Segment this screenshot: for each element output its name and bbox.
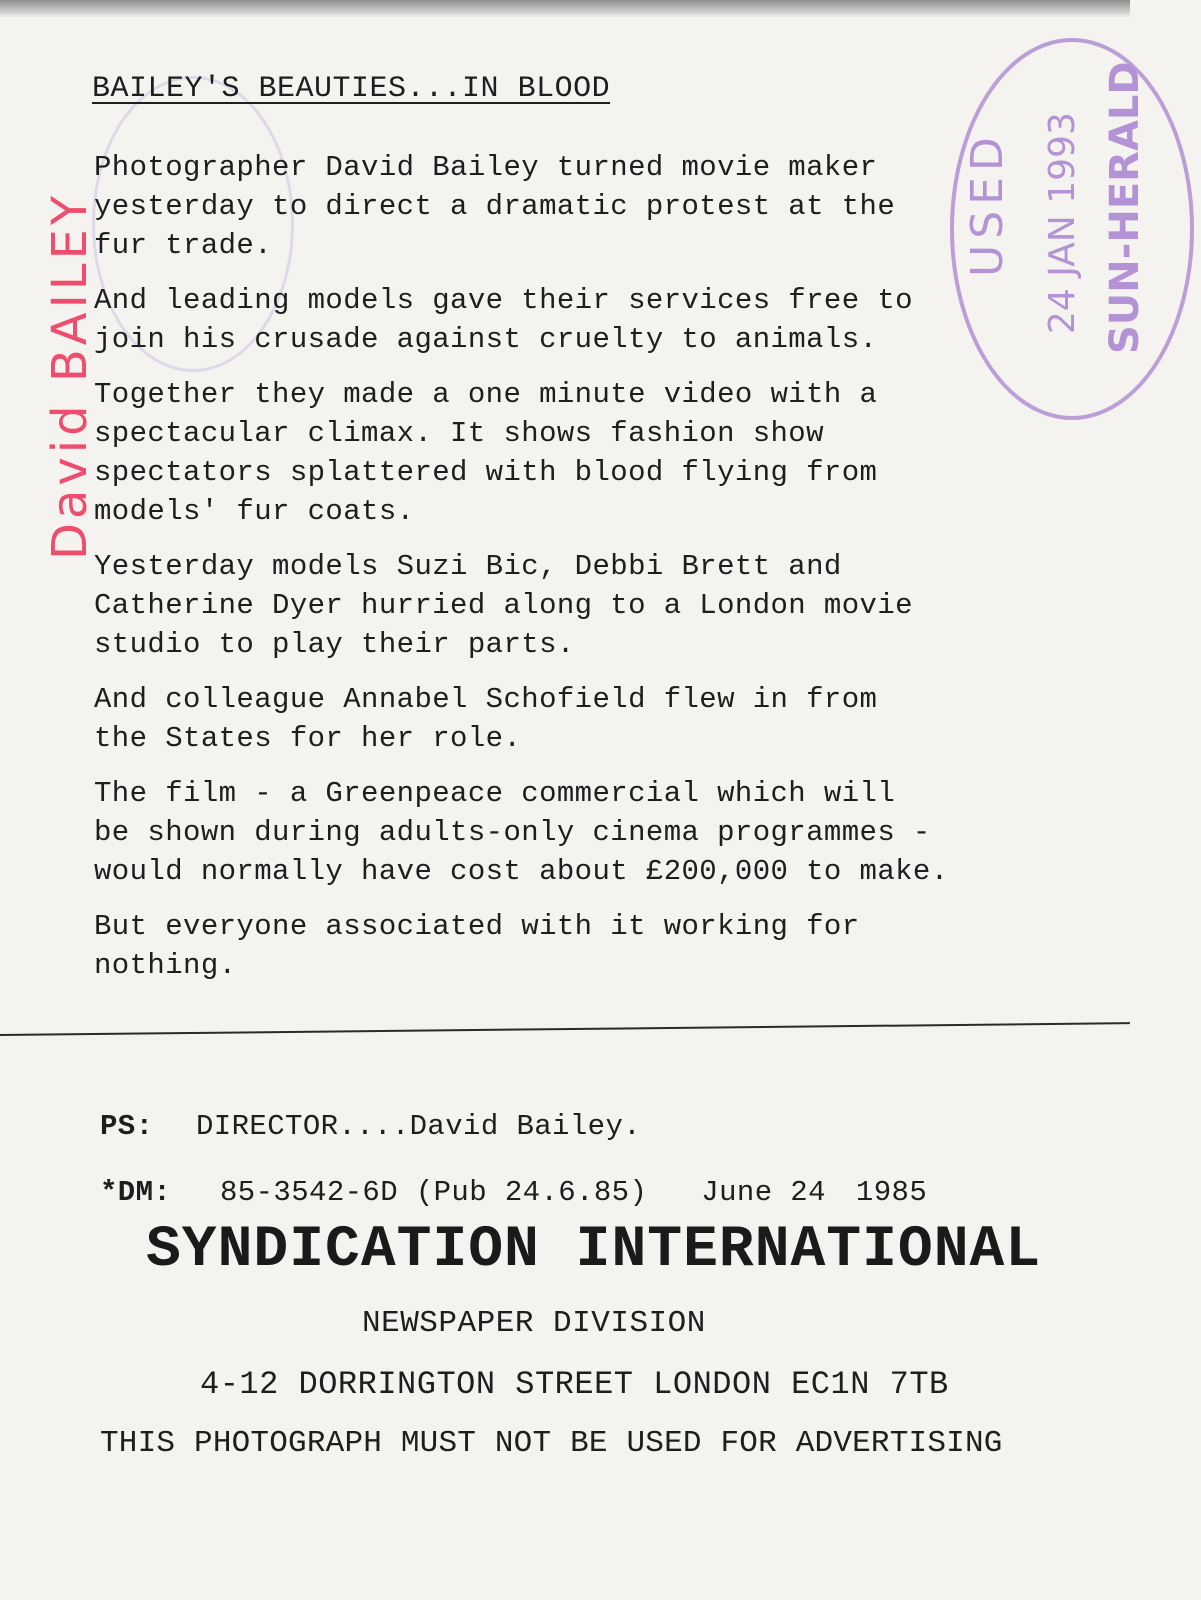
divider-line [0, 1022, 1130, 1036]
story-paragraph: The film - a Greenpeace commercial which will be shown during adults-only cinema programmes - would normally have cost about £200,000 to make. [94, 777, 949, 888]
ps-label: PS: [100, 1110, 154, 1143]
agency-address: 4-12 DORRINGTON STREET LONDON EC1N 7TB [200, 1366, 949, 1403]
story-paragraph: But everyone associated with it working for nothing. [94, 910, 860, 982]
photo-top-edge [0, 0, 1130, 18]
dm-year: 1985 [855, 1176, 928, 1209]
dm-ref: 85-3542-6D (Pub 24.6.85) [220, 1176, 648, 1209]
story-paragraph: Yesterday models Suzi Bic, Debbi Brett and Catherine Dyer hurried along to a London movie studio to play their parts. [94, 550, 913, 661]
handwritten-note: David BAILEY [42, 191, 98, 560]
dm-date: June 24 [701, 1176, 826, 1209]
story-paragraph: Together they made a one minute video with a spectacular climax. It shows fashion show spectators splattered with blood flying from models' fur coats. [94, 378, 878, 528]
ps-credit [100, 1110, 641, 1143]
dm-label: *DM: [100, 1176, 172, 1209]
story-paragraph: And colleague Annabel Schofield flew in from the States for her role. [94, 683, 878, 755]
story-paragraph: And leading models gave their services free to join his crusade against cruelty to animals. [94, 284, 913, 356]
headline: BAILEY'S BEAUTIES...IN BLOOD [92, 72, 611, 106]
used-stamp [950, 38, 1194, 420]
stamp-date: 24 JAN 1993 [1042, 112, 1083, 334]
agency-division: NEWSPAPER DIVISION [362, 1306, 706, 1341]
agency-name: SYNDICATION INTERNATIONAL [146, 1218, 1042, 1283]
stamp-status: USED [962, 131, 1013, 277]
stamp-name: SUN-HERALD [1102, 61, 1148, 354]
dm-reference [100, 1176, 927, 1209]
story-paragraph: Photographer David Bailey turned movie maker yesterday to direct a dramatic protest at the fur trade. [94, 151, 896, 262]
ps-text: DIRECTOR....David Bailey. [196, 1110, 642, 1143]
story-body [94, 148, 1074, 1001]
usage-notice: THIS PHOTOGRAPH MUST NOT BE USED FOR ADVERTISING [100, 1426, 1003, 1461]
